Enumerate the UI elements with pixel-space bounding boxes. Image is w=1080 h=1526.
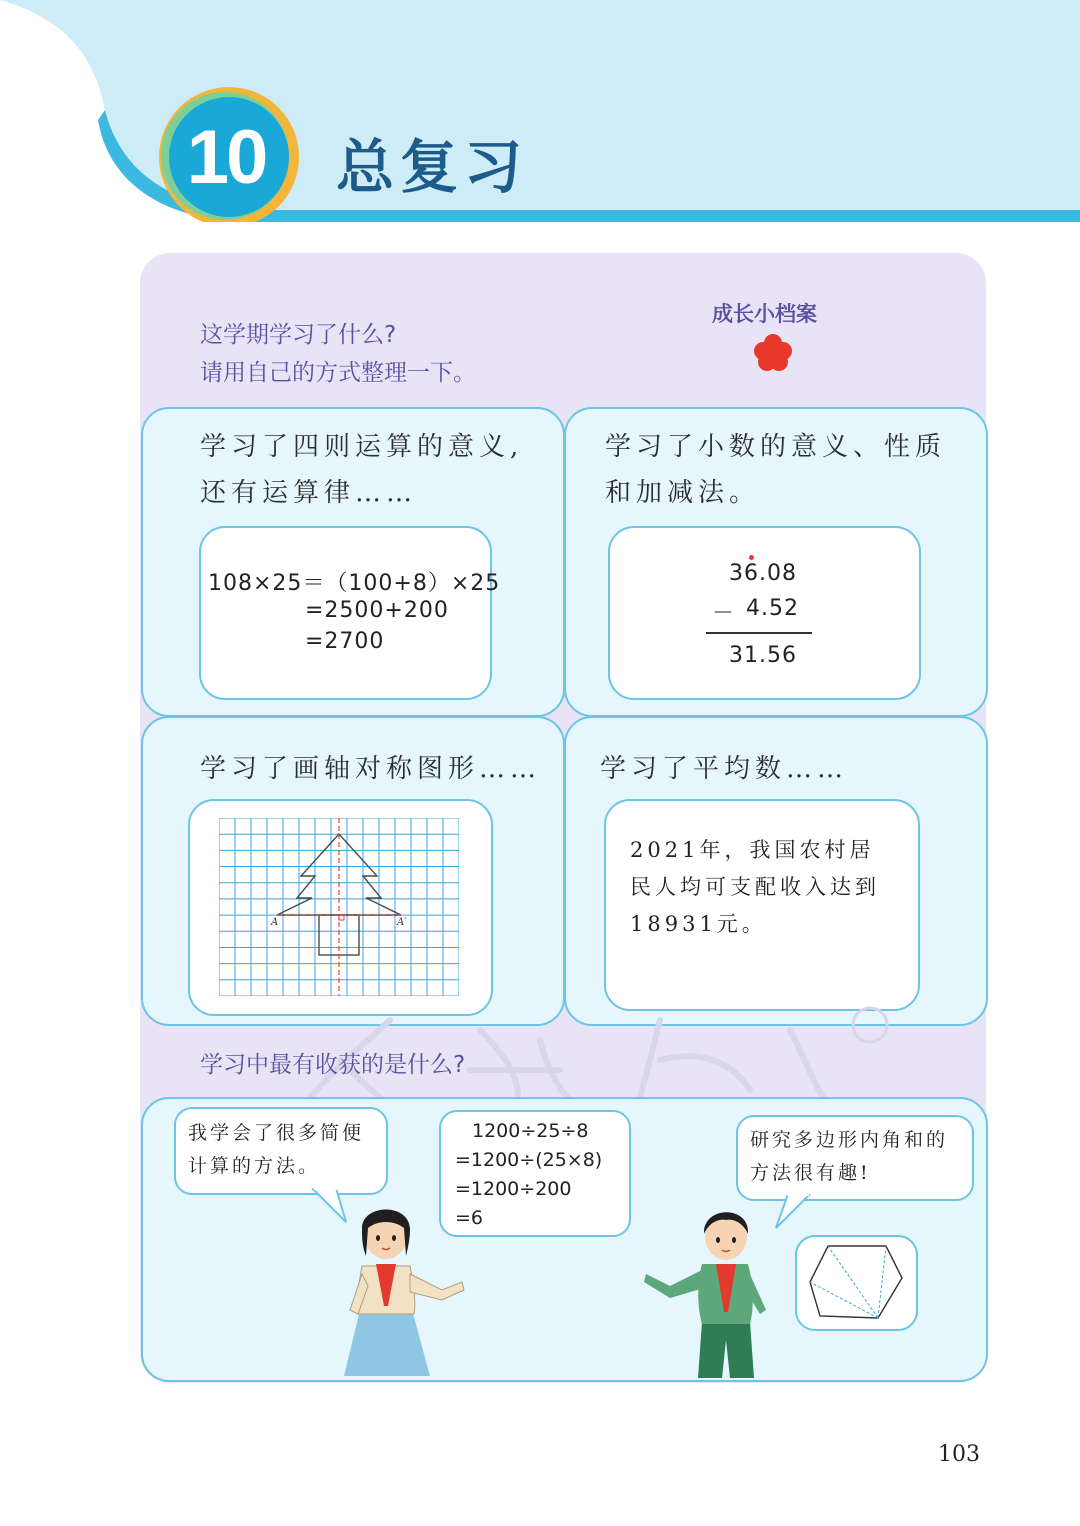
point-a-label: A [271, 917, 279, 928]
average-title: 学习了平均数…… [600, 754, 849, 784]
chapter-header-band [0, 0, 1080, 222]
decimals-text-line2: 和加减法。 [605, 478, 761, 508]
operations-text-line1: 学习了四则运算的意义, [200, 432, 524, 462]
gains-question: 学习中最有收获的是什么? [200, 1052, 466, 1078]
girl-bubble-line1: 我学会了很多简便 [188, 1122, 365, 1144]
chapter-title: 总复习 [336, 133, 529, 201]
boy-bubble-line1: 研究多边形内角和的 [750, 1129, 949, 1151]
borrow-dot [749, 555, 754, 560]
symmetry-title: 学习了画轴对称图形…… [200, 754, 542, 784]
average-text-line3: 18931元。 [630, 912, 767, 936]
boy-student-illustration [640, 1200, 780, 1380]
calculation-line3: =1200÷200 [455, 1178, 572, 1200]
subtraction-operator: － [712, 601, 736, 626]
subtraction-difference: 31.56 [729, 643, 797, 668]
page-number: 103 [938, 1442, 980, 1467]
growth-archive-label: 成长小档案 [712, 302, 817, 326]
girl-student-illustration [338, 1198, 468, 1380]
girl-bubble-line2: 计算的方法。 [188, 1155, 321, 1177]
symmetry-grid-figure [219, 818, 459, 996]
operations-math-line2: =2500+200 [305, 598, 449, 623]
subtraction-subtrahend: 4.52 [746, 596, 799, 621]
boy-bubble-tail [774, 1194, 814, 1230]
calculation-line4: =6 [455, 1207, 484, 1229]
chapter-number: 10 [186, 115, 266, 200]
subtraction-rule [706, 632, 812, 634]
polygon-diagonals-diagram [798, 1238, 912, 1326]
intro-instruction: 请用自己的方式整理一下。 [200, 360, 476, 386]
decimals-text-line1: 学习了小数的意义、性质 [605, 432, 947, 462]
operations-math-line3: =2700 [305, 629, 385, 654]
average-text-line2: 民人均可支配收入达到 [630, 875, 880, 899]
operations-math-line1: 108×25＝（100+8）×25 [208, 571, 501, 596]
operations-text-line2: 还有运算律…… [200, 478, 418, 508]
calculation-line2: =1200÷(25×8) [455, 1149, 603, 1171]
point-a-prime-label: A′ [397, 917, 407, 928]
calculation-line1: 1200÷25÷8 [472, 1120, 589, 1142]
red-flower-icon [752, 332, 794, 372]
boy-bubble-line2: 方法很有趣! [750, 1162, 871, 1184]
subtraction-minuend: 36.08 [729, 561, 797, 586]
intro-question: 这学期学习了什么? [200, 322, 397, 348]
average-text-line1: 2021年，我国农村居 [630, 838, 875, 862]
